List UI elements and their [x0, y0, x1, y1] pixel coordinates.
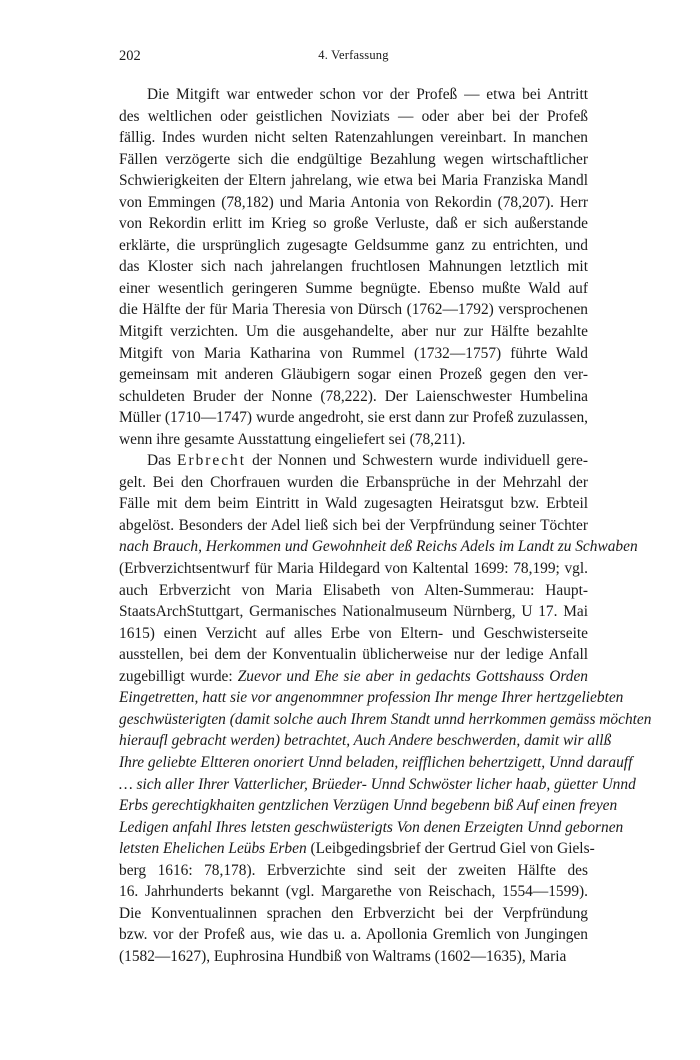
- text-line: (Erbverzichtsentwurf für Maria Hildegard von Kaltental 1699: 78,199; vgl.: [119, 560, 588, 578]
- text-line: [119, 730, 612, 752]
- text-line: die Hälfte der für Maria Theresia von Dürsch (1762—1792) versprochenen: [119, 301, 588, 319]
- text-line: [119, 774, 636, 796]
- text-line: wenn ihre gesamte Ausstattung eingeliefert sei (78,211).: [119, 430, 466, 448]
- quoted-source-text: … sich aller Ihrer Vatterlicher, Brüeder- Unnd Schwöster licher haab, güetter Unnd: [119, 775, 636, 793]
- text-line: gelt. Bei den Chorfrauen wurden die Erbansprüche in der Mehrzahl der: [119, 473, 588, 491]
- quoted-source-text: geschwüsterigten (damit solche auch Ihrem Standt unnd herrkommen gemäss möchten: [119, 710, 652, 728]
- text-line: 16. Jahrhunderts bekannt (vgl. Margarethe von Reischach, 1554—1599).: [119, 883, 588, 901]
- body-text: [119, 84, 652, 967]
- text-line: Müller (1710—1747) wurde angedroht, sie erst dann zur Profeß zuzulassen,: [119, 409, 588, 427]
- quoted-source-text: letsten Ehelichen Leübs Erben: [119, 840, 307, 858]
- text-line: [119, 536, 638, 558]
- text-segment: der Nonnen und Schwestern wurde individuell gere-: [246, 452, 588, 470]
- text-segment: (Leibgedingsbrief der Gertrud Giel von Giels-: [306, 840, 595, 858]
- text-line: Schwierigkeiten der Eltern jahrelang, wie etwa bei Maria Franziska Mandl: [119, 172, 588, 190]
- text-line: Die Konventualinnen sprachen den Erbverzicht bei der Verpfründung: [119, 904, 588, 922]
- text-line: auch Erbverzicht von Maria Elisabeth von Alten-Summerau: Haupt-: [119, 581, 588, 599]
- quoted-source-text: Eingetretten, hatt sie vor angenommner profession Ihr menge Ihrer hertzgeliebten: [119, 689, 624, 707]
- text-line: Fällen verzögerte sich die endgültige Bezahlung wegen wirtschaftlicher: [119, 150, 588, 168]
- page-header: [119, 48, 588, 68]
- text-line: das Kloster sich nach jahrelangen fruchtlosen Mahnungen letztlich mit: [119, 258, 588, 276]
- text-line: schuldeten Bruder der Nonne (78,222). Der Laienschwester Humbelina: [119, 387, 588, 405]
- text-line: [119, 817, 624, 839]
- text-line: [119, 795, 618, 817]
- text-segment: zugebilligt wurde:: [119, 667, 238, 685]
- text-line: [119, 752, 633, 774]
- text-line: erklärte, die ursprünglich zugesagte Geldsumme ganz zu entrichten, und: [119, 236, 588, 254]
- emphasized-term: Erbrecht: [177, 452, 247, 470]
- text-line: von Emmingen (78,182) und Maria Antonia von Rekordin (78,207). Herr: [119, 193, 588, 211]
- quoted-source-text: Erbs gerechtigkhaiten gentzlichen Verzügen Unnd begebenn biß Auf einen freyen: [119, 797, 618, 815]
- text-line: [119, 687, 624, 709]
- text-line: bzw. vor der Profeß aus, wie das u. a. Apollonia Gremlich von Jungingen: [119, 926, 588, 944]
- quoted-source-text: hieraufl gebracht werden) betrachtet, Auch Andere beschwerden, damit wir allß: [119, 732, 612, 750]
- text-line: [119, 450, 588, 472]
- text-line: Mitgift von Maria Katharina von Rummel (1732—1757) führte Wald: [119, 344, 588, 362]
- text-line: einer wesentlich geringeren Summe begnügte. Ebenso mußte Wald auf: [119, 279, 588, 297]
- text-segment: Das: [147, 452, 178, 470]
- quoted-source-text: Zuevor und Ehe sie aber in gedachts Gottshauss Orden: [237, 667, 588, 685]
- text-line: Mitgift verzichten. Um die ausgehandelte, aber nur zur Hälfte bezahlte: [119, 323, 588, 341]
- text-line: fällig. Indes wurden nicht selten Ratenzahlungen vereinbart. In manchen: [119, 129, 588, 147]
- text-line: 1615) einen Verzicht auf alles Erbe von Eltern- und Geschwisterseite: [119, 624, 588, 642]
- quoted-source-text: Ihre geliebte Eltteren onoriert Unnd beladen, reifflichen behertzigett, Unnd darauff: [119, 753, 633, 771]
- quoted-source-text: Ledigen anfahl Ihres letsten geschwüsterigts Von denen Erzeigten Unnd gebornen: [119, 818, 624, 836]
- text-line: StaatsArchStuttgart, Germanisches Nationalmuseum Nürnberg, U 17. Mai: [119, 603, 588, 621]
- text-line: gemeinsam mit anderen Gläubigern sogar einen Prozeß gegen den ver-: [119, 366, 588, 384]
- text-line: [119, 666, 588, 688]
- text-line: (1582—1627), Euphrosina Hundbiß von Waltrams (1602—1635), Maria: [119, 947, 567, 965]
- text-line: [119, 709, 652, 731]
- text-line: von Rekordin erlitt im Krieg so große Verluste, daß er sich außerstande: [119, 215, 588, 233]
- text-line: ausstellen, bei dem der Konventualin üblicherweise nur der ledige Anfall: [119, 646, 588, 664]
- text-line: berg 1616: 78,178). Erbverzichte sind seit der zweiten Hälfte des: [119, 861, 588, 879]
- text-line: des weltlichen oder geistlichen Noviziats — oder aber bei der Profeß: [119, 107, 588, 125]
- text-line: abgelöst. Besonders der Adel ließ sich bei der Verpfründung seiner Töchter: [119, 516, 588, 534]
- text-line: Fälle mit dem beim Eintritt in Wald zugesagten Heiratsgut bzw. Erbteil: [119, 495, 588, 513]
- text-line: Die Mitgift war entweder schon vor der Profeß — etwa bei Antritt: [147, 86, 588, 103]
- text-line: [119, 838, 595, 860]
- running-head: 4. Verfassung: [318, 48, 389, 62]
- quoted-source-text: nach Brauch, Herkommen und Gewohnheit deß Reichs Adels im Landt zu Schwaben: [119, 538, 638, 556]
- page-number: 202: [119, 48, 141, 64]
